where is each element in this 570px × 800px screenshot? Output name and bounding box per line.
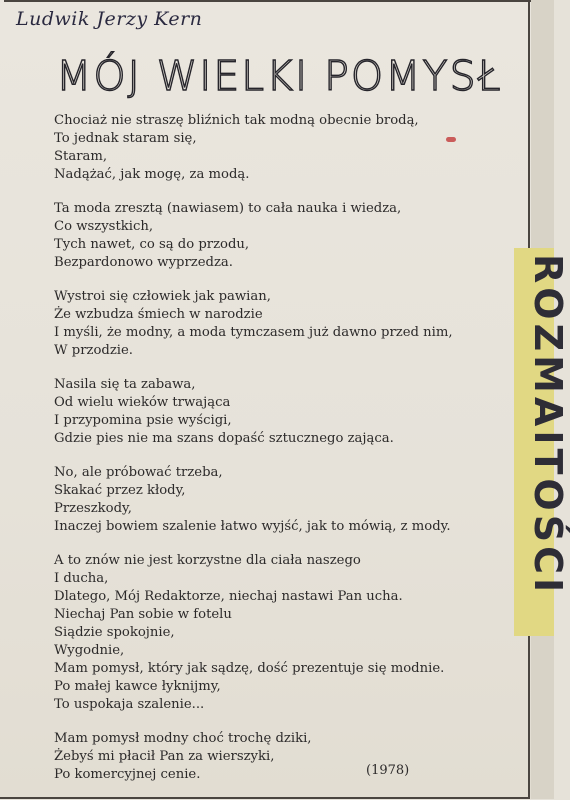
poem-line: A to znów nie jest korzystne dla ciała naszego (54, 553, 361, 568)
poem-line: Po komercyjnej cenie. (54, 767, 201, 782)
poem-line: Mam pomysł, który jak sądzę, dość prezentuje się modnie. (54, 661, 445, 676)
poem-line: Że wzbudza śmiech w narodzie (54, 307, 263, 322)
stanza (54, 376, 506, 448)
poem-line: Niechaj Pan sobie w fotelu (54, 607, 232, 622)
stanza (54, 288, 506, 360)
poem-line: Mam pomysł modny choć trochę dziki, (54, 731, 312, 746)
side-stamp (514, 248, 570, 636)
poem-line: Staram, (54, 149, 108, 164)
poem-line: I myśli, że modny, a moda tymczasem już dawno przed nim, (54, 325, 453, 340)
poem-line: Co wszystkich, (54, 219, 154, 234)
poem-title: MÓJ WIELKI POMYSŁ (56, 52, 503, 100)
poem-line: Skakać przez kłody, (54, 483, 186, 498)
frame-top-rule (4, 0, 532, 2)
stanza (54, 112, 506, 184)
poem-line: I przypomina psie wyścigi, (54, 413, 232, 428)
poem-line: Bezpardonowo wyprzedza. (54, 255, 233, 270)
poem-line: Inaczej bowiem szalenie łatwo wyjść, jak to mówią, z mody. (54, 519, 451, 534)
poem-line: Chociaż nie straszę bliźnich tak modną obecnie brodą, (54, 113, 419, 128)
stanza (54, 730, 506, 784)
author-name: Ludwik Jerzy Kern (16, 8, 203, 30)
poem-line: Nasila się ta zabawa, (54, 377, 196, 392)
stanza (54, 552, 506, 714)
poem-line: Gdzie pies nie ma szans dopaść sztucznego zająca. (54, 431, 394, 446)
year-label: (1978) (366, 763, 410, 778)
stanza (54, 464, 506, 536)
poem-line: Po małej kawce łyknijmy, (54, 679, 221, 694)
stanza (54, 200, 506, 272)
side-stamp-text: ROZMAITOŚCI (526, 254, 570, 597)
poem-body (54, 112, 506, 800)
poem-line: Od wielu wieków trwająca (54, 395, 231, 410)
poem-line: No, ale próbować trzeba, (54, 465, 223, 480)
poem-line: Tych nawet, co są do przodu, (54, 237, 250, 252)
red-ink-mark (446, 137, 456, 142)
poem-line: Siądzie spokojnie, (54, 625, 175, 640)
poem-line: Żebyś mi płacił Pan za wierszyki, (54, 749, 275, 764)
poem-line: Wygodnie, (54, 643, 125, 658)
poem-line: To uspokaja szalenie... (54, 697, 205, 712)
poem-line: Przeszkody, (54, 501, 132, 516)
poem-line: Dlatego, Mój Redaktorze, niechaj nastawi Pan ucha. (54, 589, 403, 604)
poem-line: W przodzie. (54, 343, 133, 358)
poem-line: Nadążać, jak mogę, za modą. (54, 167, 250, 182)
poem-line: Wystroi się człowiek jak pawian, (54, 289, 271, 304)
poem-line: I ducha, (54, 571, 109, 586)
poem-line: To jednak staram się, (54, 131, 197, 146)
poem-line: Ta moda zresztą (nawiasem) to cała nauka i wiedza, (54, 201, 402, 216)
